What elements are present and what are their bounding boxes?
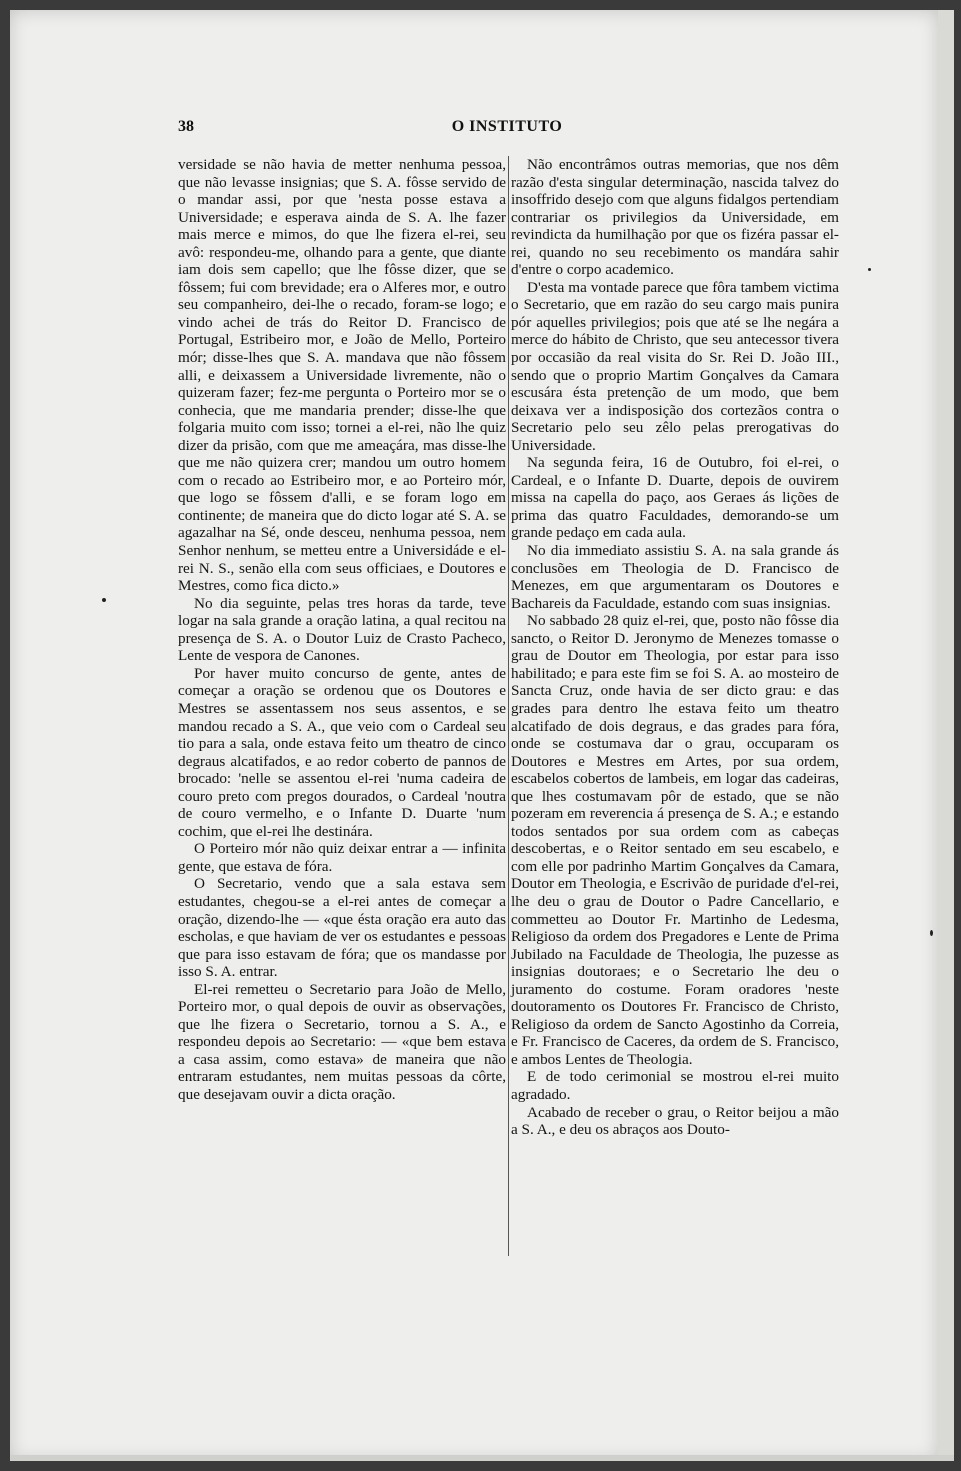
right-column [511,156,839,1139]
right-paragraph-5: No sabbado 28 quiz el-rei, que, posto não fôsse dia sancto, o Reitor D. Jeronymo de Menezes tomasse o grau de Doutor em Theologia, por estar para isso habilitado; e para este fim se foi S. A. ao mosteiro de Sancta Cruz, onde havia de ser dicto grau: e das grades para dentro lhe estava feito um theatro alcatifado de dois degraus, e das grades para fóra, onde se costumava dar o grau, occuparam os Doutores e Mestres em Artes, por sua ordem, escabelos cobertos de lambeis, em logar das cadeiras, que lhes costumavam pôr de estado, que se não pozeram em reverencia á presença de S. A.; e estando todos sentados por sua ordem com as cabeças descobertas, e o Reitor sentado em seu escabelo, e com elle por padrinho Martim Gonçalves da Camara, Doutor em Theologia, e Escrivão de puridade d'el-rei, lhe deu o grau de Doutor o Padre Cancellario, e commetteu ao Doutor Fr. Martinho de Ledesma, Religioso da ordem dos Pregadores e Lente de Prima Jubilado na Faculdade de Theologia, lhe puzesse as insignias doutoraes; e o Secretario lhe deu o juramento do costume. Foram oradores 'neste doutoramento os Doutores Fr. Francisco de Christo, Religioso da ordem de Sancto Agostinho da Correia, e Fr. Francisco de Caceres, da ordem de S. Francisco, e ambos Lentes de Theologia. [511,612,839,1068]
page-edge-bottom [10,1455,954,1461]
page-header [178,118,836,142]
left-paragraph-1: versidade se não havia de metter nenhuma pessoa, que não levasse insignias; que S. A. fôsse servido de o mandar assi, por que 'nesta posse estava a Universidade; e esperava ainda de S. A. lhe fazer mais merce e mimos, do que lhe fizera el-rei, seu avô: respondeu-me, olhando para a gente, que diante iam dois sem capello; que lhe fôsse dizer, que se fôssem; fui com brevidade; era o Alferes mor, e outro seu companheiro, dei-lhe o recado, foram-se logo; e vindo achei de trás do Reitor D. Francisco de Portugal, Estribeiro mor, e João de Mello, Porteiro mór; disse-lhes que S. A. mandava que não fôssem alli, e deixassem a Universidade livremente, não o quizeram fazer; fez-me pergunta o Porteiro mor se o conhecia, que me mandaria prender; disse-lhe que folgaria muito com isso; tornei a el-rei, não lhe quiz dizer da prisão, com que me ameaçára, mas disse-lhe que me não quizera crer; mandou um outro homem com o recado ao Estribeiro mor, e ao Porteiro mór, que logo se fôssem d'alli, e se foram logo em continente; de maneira que do dicto logar até S. A. se agazalhar na Sé, onde desceu, nenhuma pessoa, nem Senhor nenhum, se metteu entre a Universidáde e el-rei N. S., senão ella com seus officiaes, e Doutores e Mestres, como fica dicto.» [178,156,506,595]
right-paragraph-6: E de todo cerimonial se mostrou el-rei muito agradado. [511,1068,839,1103]
page-edge-right [938,10,954,1461]
right-paragraph-2: D'esta ma vontade parece que fôra tambem victima o Secretario, que em razão do seu cargo mais punira pór aquelles privilegios; pois que até se lhe negára a merce do hábito de Christo, que seu antecessor tivera por occasião da real visita do Sr. Rei D. João III., sendo que o proprio Martim Gonçalves da Camara escusára ésta pretenção de um modo, que bem deixava ver a indisposição dos cortezãos contra o Secretario pelo seu zêlo pelas prerogativas do Universidade. [511,278,839,454]
column-divider [508,156,509,1256]
ink-speck [868,268,871,271]
running-title: O INSTITUTO [451,118,563,135]
left-paragraph-2: No dia seguinte, pelas tres horas da tarde, teve logar na sala grande a oração latina, a qual recitou na presença de S. A. o Doutor Luiz de Crasto Pacheco, Lente de vespora de Canones. [178,594,506,665]
right-paragraph-4: No dia immediato assistiu S. A. na sala grande ás conclusões em Theologia de D. Francisco de Menezes, em que argumentaram os Doutores e Bachareis da Faculdade, estando com suas insignias. [511,542,839,612]
left-paragraph-4: O Porteiro mór não quiz deixar entrar a — infinita gente, que estava de fóra. [178,840,506,875]
right-paragraph-7: Acabado de receber o grau, o Reitor beijou a mão a S. A., e deu os abraços aos Douto- [511,1103,839,1139]
left-paragraph-5: O Secretario, vendo que a sala estava sem estudantes, chegou-se a el-rei antes de começar a oração, dizendo-lhe — «que ésta oração era auto das escholas, e que haviam de ver os estudantes e pessoas que para isso estavam de fóra; que os mandasse por isso S. A. entrar. [178,875,506,981]
left-paragraph-3: Por haver muito concurso de gente, antes de começar a oração se ordenou que os Doutores e Mestres se assentassem nos seus assentos, e se mandou recado a S. A., que veio com o Cardeal seu tio para a sala, onde estava feito um theatro de cinco degraus alcatifados, e ao redor coberto de pannos de brocado: 'nelle se assentou el-rei 'numa cadeira de couro preto com pregos dourados, o Cardeal 'noutra de couro vermelho, e o Infante D. Duarte 'num cochim, que el-rei lhe destinára. [178,664,506,840]
page-number: 38 [178,118,194,135]
ink-speck [930,930,933,936]
left-paragraph-6: El-rei remetteu o Secretario para João de Mello, Porteiro mor, o qual depois de ouvir as observações, que lhe fizera o Secretario, tornou a S. A., e respondeu depois ao Secretario: — «que bem estava a casa assim, como estava» de maneira que não entraram estudantes, nem muitas pessoas da côrte, que desejavam ouvir a dicta oração. [178,980,506,1103]
right-paragraph-1: Não encontrâmos outras memorias, que nos dêm razão d'esta singular determinação, nascida talvez do insoffrido desejo com que alguns fidalgos pertendiam contrariar os privilegios da Universidade, em revindicta da humilhação por que os fizéra passar el-rei, quando no seu recebimento os mandára sahir d'entre o corpo academico. [511,156,839,279]
right-paragraph-3: Na segunda feira, 16 de Outubro, foi el-rei, o Cardeal, e o Infante D. Duarte, depois de ouvirem missa na capella do paço, aos Geraes ás lições de prima das quatro Faculdades, demorando-se um grande pedaço em cada aula. [511,454,839,542]
left-column [178,156,506,1104]
ink-speck [102,598,106,602]
